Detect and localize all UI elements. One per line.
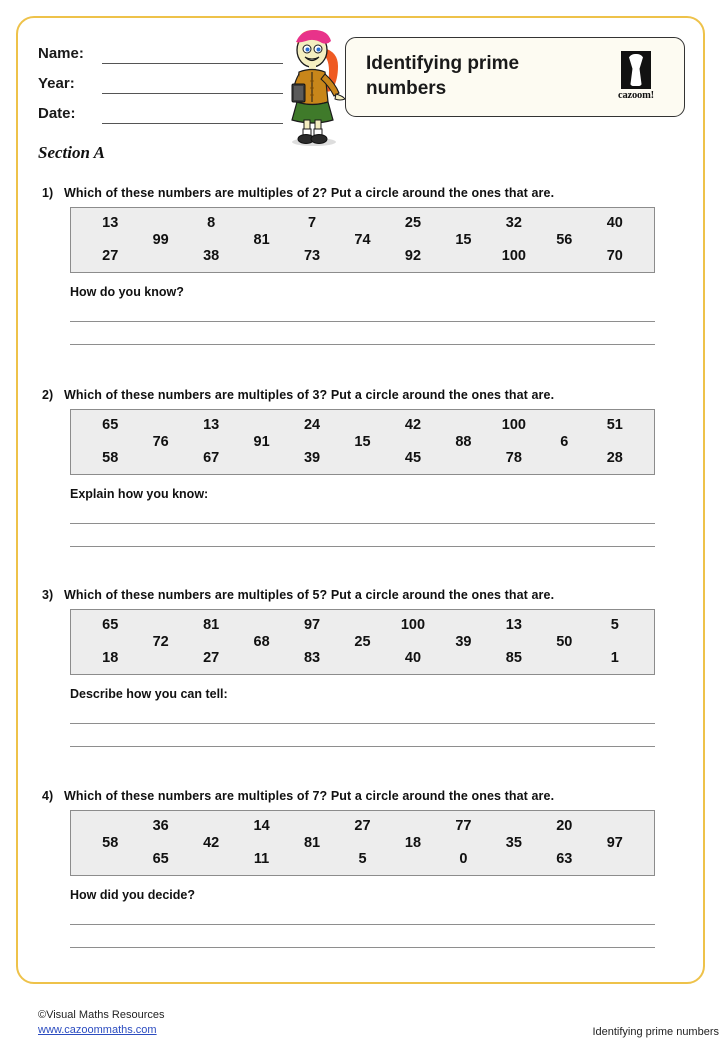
number-cell[interactable]: 40 [404, 650, 422, 666]
number-cell[interactable]: 56 [556, 231, 573, 248]
number-column [135, 811, 185, 875]
number-cell[interactable]: 97 [606, 834, 623, 851]
year-input-line[interactable] [102, 77, 283, 94]
number-cell[interactable]: 8 [207, 215, 216, 231]
number-cell[interactable]: 18 [102, 650, 119, 666]
number-column [186, 811, 236, 875]
number-cell[interactable]: 58 [102, 834, 119, 851]
date-input-line[interactable] [102, 107, 283, 124]
number-column [590, 610, 640, 674]
number-cell[interactable]: 20 [556, 818, 573, 834]
number-column [135, 610, 185, 674]
number-cell[interactable]: 13 [203, 417, 220, 433]
number-cell[interactable]: 25 [354, 633, 371, 650]
cazoom-mark-icon [621, 51, 651, 89]
number-cell[interactable]: 76 [152, 433, 169, 450]
number-column [590, 208, 640, 272]
number-cell[interactable]: 38 [203, 248, 220, 264]
section-heading: Section A [38, 143, 105, 162]
number-cell[interactable]: 58 [102, 450, 119, 466]
number-cell[interactable]: 81 [303, 834, 321, 851]
schoolgirl-illustration [268, 26, 356, 148]
number-column [236, 811, 286, 875]
number-cell[interactable]: 97 [303, 617, 321, 633]
number-cell[interactable]: 40 [606, 215, 623, 231]
question-3 [18, 588, 707, 747]
answer-lines [70, 321, 707, 345]
question-text: Which of these numbers are multiples of 2? Put a circle around the ones that are. [64, 186, 555, 200]
number-cell[interactable]: 39 [455, 633, 472, 650]
question-1 [18, 186, 707, 345]
number-column [539, 811, 589, 875]
number-grid [70, 810, 655, 876]
number-cell[interactable]: 51 [606, 417, 623, 433]
question-prompt: Describe how you can tell: [70, 687, 228, 701]
date-field-row [38, 94, 283, 124]
number-grid [70, 207, 655, 273]
number-cell[interactable]: 7 [308, 215, 317, 231]
number-column [438, 410, 488, 474]
number-cell[interactable]: 70 [606, 248, 623, 264]
number-cell[interactable]: 65 [152, 851, 169, 867]
number-cell[interactable]: 39 [303, 450, 321, 466]
number-cell[interactable]: 6 [560, 433, 569, 450]
number-column [590, 811, 640, 875]
number-column [337, 811, 387, 875]
number-cell[interactable]: 32 [505, 215, 522, 231]
year-label: Year: [38, 75, 75, 92]
number-cell[interactable]: 27 [102, 248, 119, 264]
number-grid-track [71, 410, 654, 474]
cazoom-logo-text: cazoom! [618, 90, 654, 101]
name-field-row [38, 34, 283, 64]
number-cell[interactable]: 15 [455, 231, 472, 248]
number-cell[interactable]: 100 [400, 617, 426, 633]
number-grid-track [71, 208, 654, 272]
answer-lines [70, 523, 707, 547]
number-cell[interactable]: 100 [501, 248, 526, 264]
number-column [388, 811, 438, 875]
name-label: Name: [38, 45, 84, 62]
number-grid [70, 409, 655, 475]
number-cell[interactable]: 88 [455, 433, 472, 450]
number-column [539, 410, 589, 474]
cazoom-logo [605, 51, 667, 107]
number-column [438, 610, 488, 674]
answer-line[interactable] [70, 723, 655, 724]
worksheet-title-box [345, 37, 685, 117]
number-column [186, 410, 236, 474]
number-column [186, 208, 236, 272]
number-column [489, 208, 539, 272]
copyright-text: ©Visual Maths Resources [38, 1009, 165, 1021]
student-info-fields [38, 34, 283, 124]
number-cell[interactable]: 100 [501, 417, 526, 433]
number-cell[interactable]: 81 [203, 617, 220, 633]
footer-left [38, 1008, 165, 1038]
number-cell[interactable]: 11 [253, 851, 270, 867]
number-grid-track [71, 811, 654, 875]
question-heading [18, 588, 707, 602]
number-column [337, 410, 387, 474]
number-cell[interactable]: 67 [203, 450, 220, 466]
number-column [135, 208, 185, 272]
number-cell[interactable]: 35 [505, 834, 522, 851]
number-cell[interactable]: 13 [505, 617, 522, 633]
number-column [236, 410, 286, 474]
question-text: Which of these numbers are multiples of 7? Put a circle around the ones that are. [64, 789, 555, 803]
number-cell[interactable]: 27 [203, 650, 220, 666]
answer-line[interactable] [70, 546, 655, 547]
question-number: 3) [42, 588, 54, 602]
worksheet-header [18, 18, 707, 136]
question-heading [18, 186, 707, 200]
number-column [438, 811, 488, 875]
question-prompt: Explain how you know: [70, 487, 209, 501]
number-grid-track [71, 610, 654, 674]
number-cell[interactable]: 42 [404, 417, 422, 433]
date-label: Date: [38, 105, 76, 122]
number-cell[interactable]: 83 [303, 650, 321, 666]
number-column [85, 610, 135, 674]
number-cell[interactable]: 28 [606, 450, 623, 466]
number-column [236, 208, 286, 272]
number-cell[interactable]: 72 [152, 633, 169, 650]
question-heading [18, 388, 707, 402]
number-column [337, 610, 387, 674]
number-cell[interactable]: 18 [404, 834, 422, 851]
number-cell[interactable]: 15 [354, 433, 371, 450]
number-cell[interactable]: 65 [102, 417, 119, 433]
question-4 [18, 789, 707, 948]
number-column [85, 208, 135, 272]
number-cell[interactable]: 99 [152, 231, 169, 248]
question-number: 1) [42, 186, 54, 200]
number-cell[interactable]: 25 [404, 215, 422, 231]
number-cell[interactable]: 36 [152, 818, 169, 834]
number-column [489, 410, 539, 474]
question-number: 4) [42, 789, 54, 803]
number-column [539, 208, 589, 272]
page-title: Identifying prime numbers [366, 53, 520, 99]
number-column [388, 208, 438, 272]
number-column [287, 208, 337, 272]
number-column [489, 610, 539, 674]
number-cell[interactable]: 74 [354, 231, 371, 248]
answer-line[interactable] [70, 321, 655, 322]
answer-lines [70, 924, 707, 948]
answer-line[interactable] [70, 924, 655, 925]
number-cell[interactable]: 5 [610, 617, 619, 633]
footer-sheet-title: Identifying prime numbers [592, 1026, 719, 1038]
number-column [337, 208, 387, 272]
name-input-line[interactable] [102, 47, 283, 64]
question-text: Which of these numbers are multiples of 5? Put a circle around the ones that are. [64, 588, 555, 602]
number-cell[interactable]: 85 [505, 650, 522, 666]
number-cell[interactable]: 27 [354, 818, 371, 834]
year-field-row [38, 64, 283, 94]
number-cell[interactable]: 73 [303, 248, 321, 264]
number-cell[interactable]: 5 [358, 851, 367, 867]
website-link[interactable]: www.cazoommaths.com [38, 1024, 157, 1036]
worksheet-page [16, 16, 719, 1038]
number-cell[interactable]: 14 [253, 818, 270, 834]
number-column [135, 410, 185, 474]
answer-line[interactable] [70, 947, 655, 948]
number-cell[interactable]: 45 [404, 450, 422, 466]
question-number: 2) [42, 388, 54, 402]
number-column [287, 410, 337, 474]
number-cell[interactable]: 91 [253, 433, 270, 450]
number-cell[interactable]: 63 [556, 851, 573, 867]
number-cell[interactable]: 78 [505, 450, 522, 466]
number-cell[interactable]: 0 [459, 851, 468, 867]
number-cell[interactable]: 1 [610, 650, 619, 666]
worksheet-footer [38, 1008, 719, 1038]
number-column [85, 811, 135, 875]
number-column [388, 410, 438, 474]
number-cell[interactable]: 92 [404, 248, 422, 264]
number-cell[interactable]: 24 [303, 417, 321, 433]
number-column [590, 410, 640, 474]
number-column [186, 610, 236, 674]
number-column [388, 610, 438, 674]
answer-lines [70, 723, 707, 747]
question-prompt: How did you decide? [70, 888, 196, 902]
number-column [539, 610, 589, 674]
number-cell[interactable]: 50 [556, 633, 573, 650]
number-cell[interactable]: 13 [102, 215, 119, 231]
number-cell[interactable]: 77 [455, 818, 472, 834]
answer-line[interactable] [70, 746, 655, 747]
answer-line[interactable] [70, 344, 655, 345]
number-column [287, 811, 337, 875]
number-cell[interactable]: 42 [203, 834, 220, 851]
number-column [287, 610, 337, 674]
question-heading [18, 789, 707, 803]
number-cell[interactable]: 65 [102, 617, 119, 633]
question-prompt: How do you know? [70, 285, 184, 299]
number-cell[interactable]: 81 [253, 231, 270, 248]
number-grid [70, 609, 655, 675]
question-text: Which of these numbers are multiples of 3? Put a circle around the ones that are. [64, 388, 555, 402]
number-column [236, 610, 286, 674]
number-column [489, 811, 539, 875]
number-column [438, 208, 488, 272]
number-cell[interactable]: 68 [253, 633, 270, 650]
number-column [85, 410, 135, 474]
answer-line[interactable] [70, 523, 655, 524]
question-2 [18, 388, 707, 547]
